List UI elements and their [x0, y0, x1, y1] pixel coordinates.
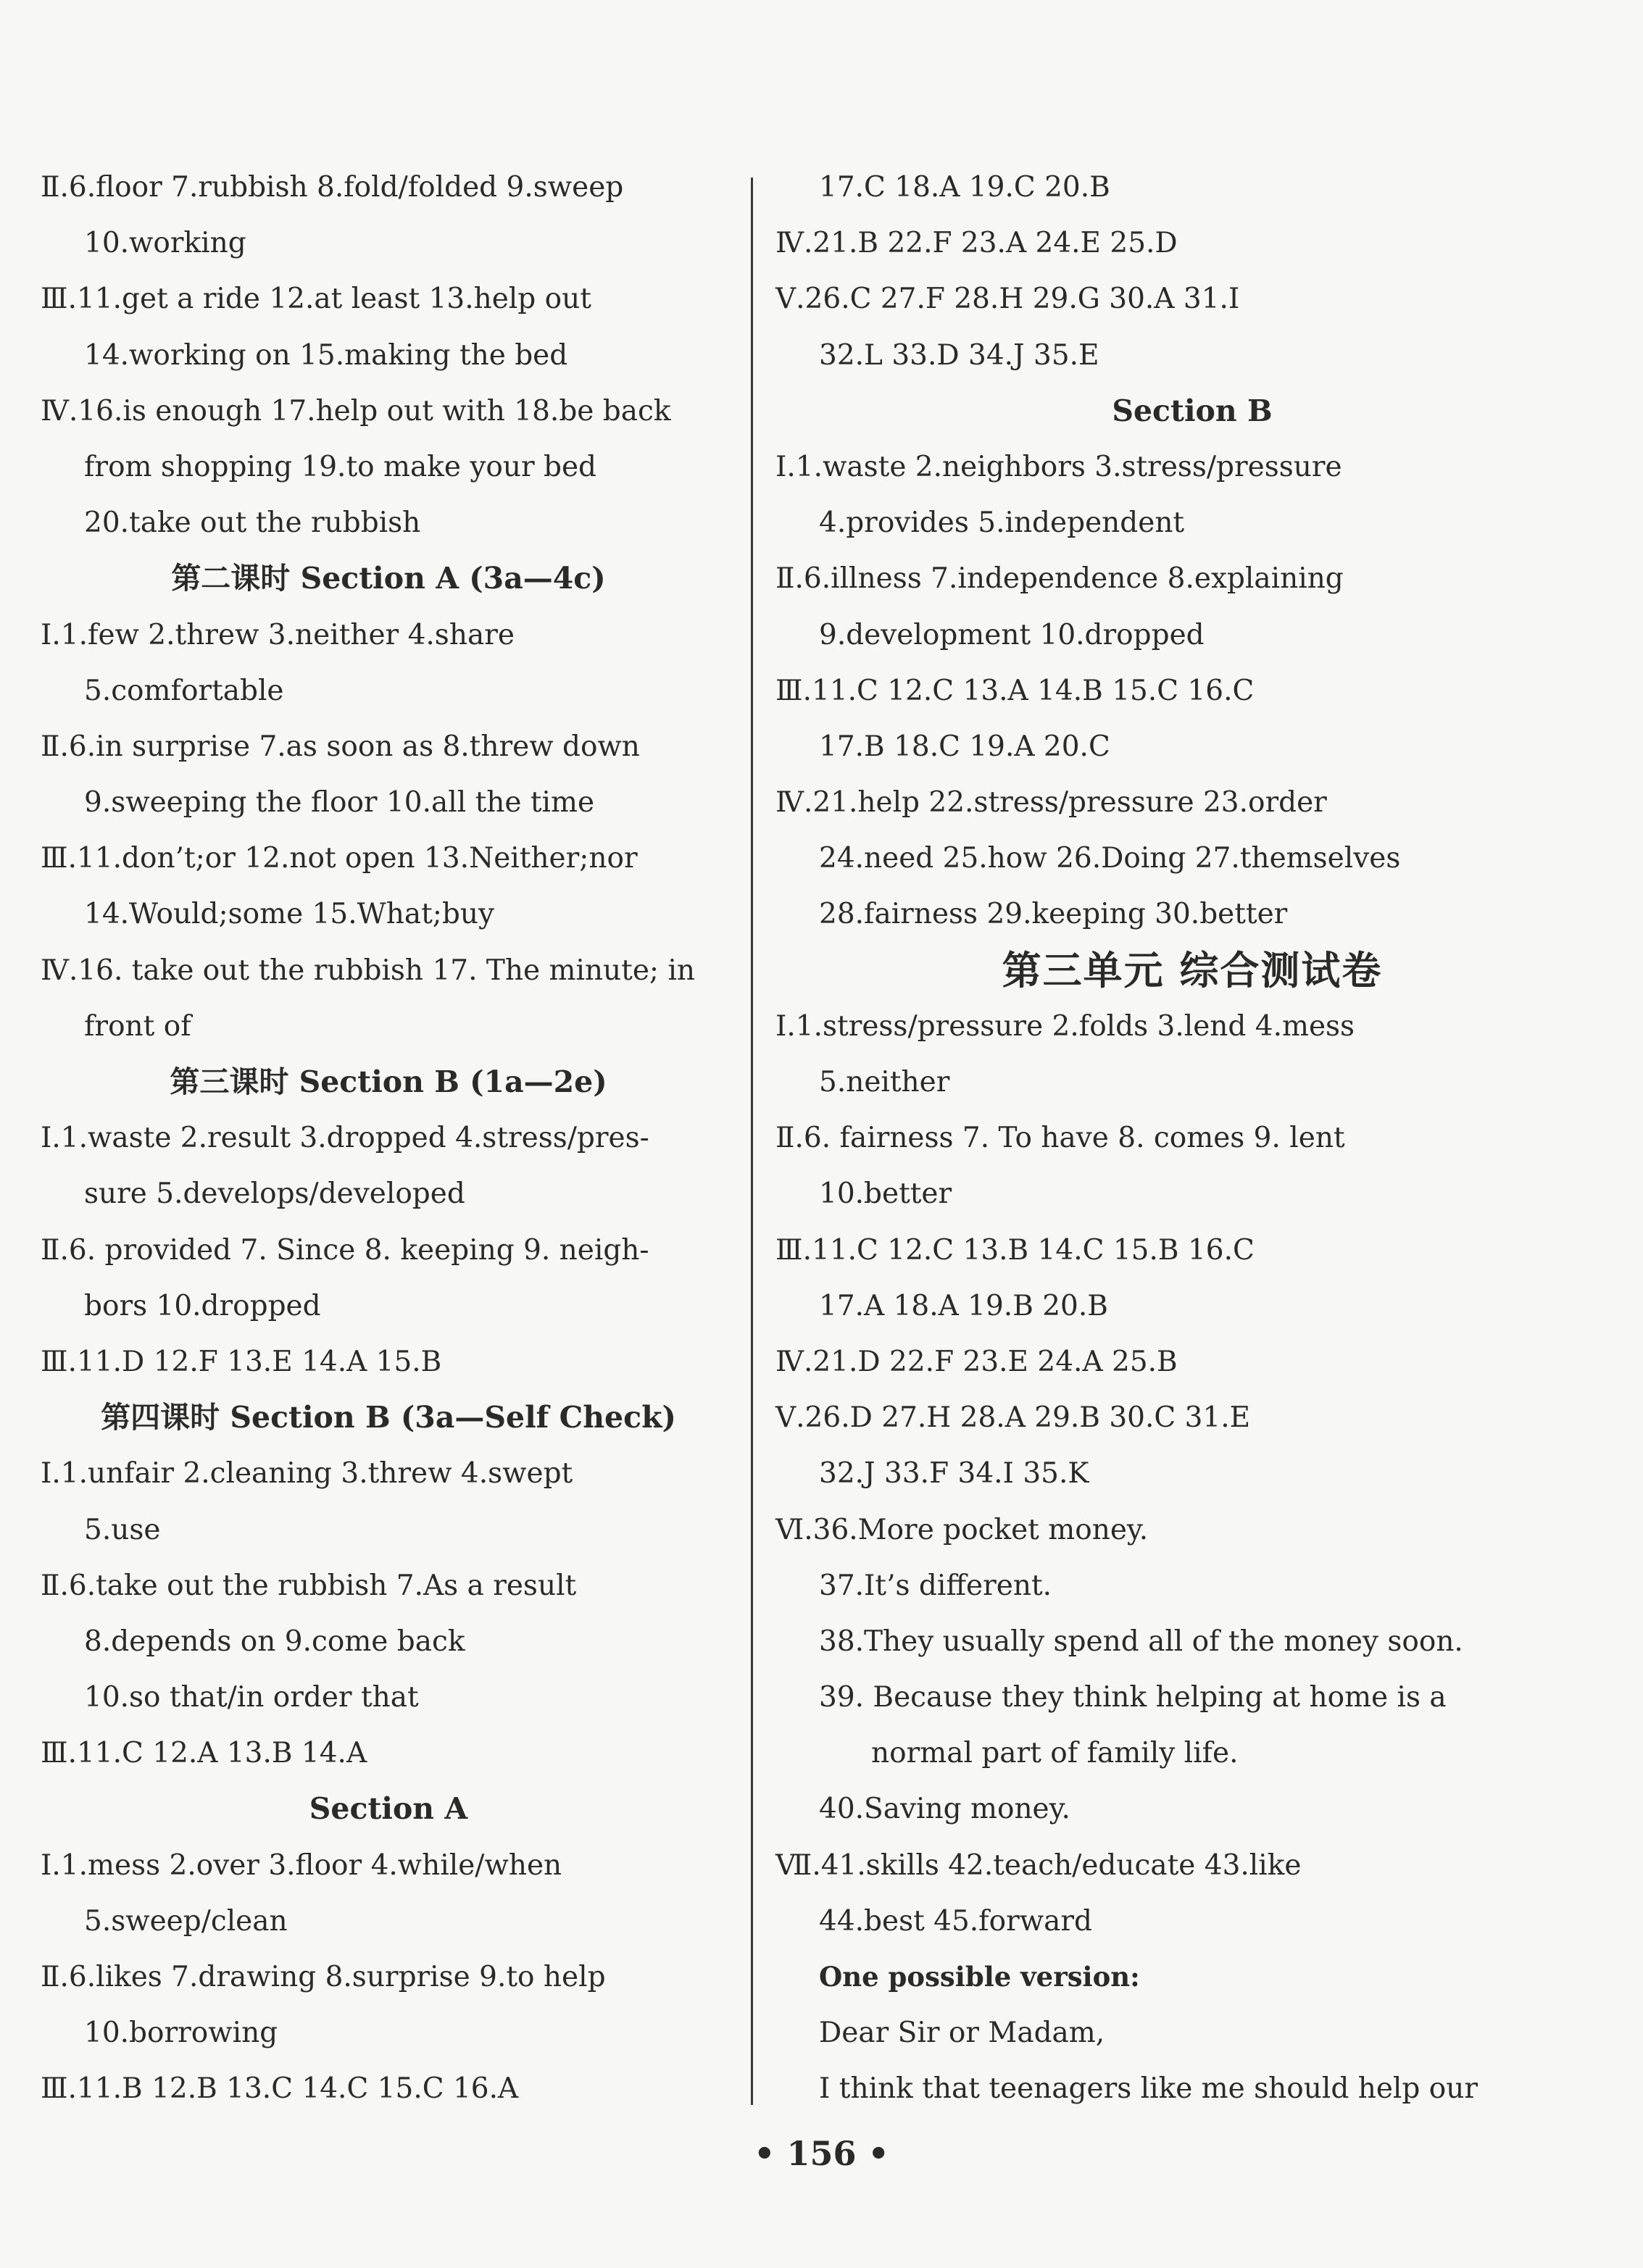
answer-line: 5.sweep/clean: [84, 1904, 288, 1938]
answer-line: Ⅲ.11.get a ride 12.at least 13.help out: [41, 283, 591, 316]
answer-line: 5.comfortable: [84, 674, 284, 707]
answer-line: Ⅳ.16.is enough 17.help out with 18.be back: [41, 394, 671, 428]
answer-line: One possible version:: [819, 1961, 1140, 1993]
section-heading: 第二课时 Section A (3a—4c): [171, 561, 606, 596]
answer-line: 39. Because they think helping at home is a: [819, 1681, 1447, 1714]
answer-line: 32.L 33.D 34.J 35.E: [819, 338, 1099, 372]
answer-line: Ⅰ.1.waste 2.result 3.dropped 4.stress/pres-: [41, 1122, 649, 1155]
answer-line: Ⅲ.11.don’t;or 12.not open 13.Neither;nor: [41, 842, 638, 875]
answer-line: Ⅳ.16. take out the rubbish 17. The minute; in: [41, 954, 696, 987]
answer-line: Ⅵ.36.More pocket money.: [775, 1513, 1149, 1546]
answer-line: 5.use: [84, 1513, 161, 1546]
answer-line: normal part of family life.: [871, 1737, 1239, 1770]
section-heading: Section B: [1112, 393, 1273, 428]
answer-line: 4.provides 5.independent: [819, 506, 1185, 540]
answer-line: 24.need 25.how 26.Doing 27.themselves: [819, 842, 1401, 875]
section-heading: 第三单元 综合测试卷: [1002, 947, 1383, 993]
answer-line: I think that teenagers like me should help our: [819, 2072, 1478, 2106]
answer-line: 9.development 10.dropped: [819, 618, 1205, 651]
answer-line: 37.It’s different.: [819, 1569, 1052, 1602]
answer-line: 10.so that/in order that: [84, 1681, 419, 1714]
answer-line: 8.depends on 9.come back: [84, 1625, 465, 1658]
answer-line: Ⅰ.1.waste 2.neighbors 3.stress/pressure: [775, 450, 1342, 483]
answer-line: Ⅳ.21.help 22.stress/pressure 23.order: [775, 786, 1327, 820]
page-number: • 156 •: [754, 2134, 889, 2173]
answer-line: Ⅱ.6. fairness 7. To have 8. comes 9. lent: [775, 1122, 1345, 1155]
answer-line: Ⅱ.6.likes 7.drawing 8.surprise 9.to help: [41, 1961, 606, 1993]
answer-line: Ⅲ.11.C 12.A 13.B 14.A: [41, 1737, 367, 1770]
answer-line: 38.They usually spend all of the money soon.: [819, 1625, 1463, 1658]
answer-line: 9.sweeping the floor 10.all the time: [84, 786, 595, 820]
column-divider: [751, 178, 753, 2105]
answer-line: front of: [84, 1009, 191, 1043]
answer-line: 40.Saving money.: [819, 1793, 1070, 1826]
section-heading: 第三课时 Section B (1a—2e): [170, 1064, 607, 1099]
answer-line: Ⅴ.26.D 27.H 28.A 29.B 30.C 31.E: [775, 1401, 1251, 1435]
answer-line: Ⅱ.6. provided 7. Since 8. keeping 9. neigh-: [41, 1233, 649, 1267]
answer-line: Ⅰ.1.few 2.threw 3.neither 4.share: [41, 618, 515, 651]
answer-line: 10.working: [84, 227, 246, 260]
answer-line: Dear Sir or Madam,: [819, 2017, 1105, 2050]
answer-line: Ⅴ.26.C 27.F 28.H 29.G 30.A 31.I: [775, 283, 1240, 316]
answer-line: Ⅰ.1.stress/pressure 2.folds 3.lend 4.mess: [775, 1009, 1355, 1043]
answer-line: Ⅲ.11.C 12.C 13.B 14.C 15.B 16.C: [775, 1233, 1255, 1267]
answer-line: 32.J 33.F 34.I 35.K: [819, 1457, 1089, 1491]
answer-line: 20.take out the rubbish: [84, 506, 421, 540]
answer-line: 17.B 18.C 19.A 20.C: [819, 730, 1110, 763]
answer-line: 44.best 45.forward: [819, 1904, 1092, 1938]
answer-line: bors 10.dropped: [84, 1289, 321, 1322]
answer-line: 10.borrowing: [84, 2017, 278, 2050]
answer-line: Ⅲ.11.D 12.F 13.E 14.A 15.B: [41, 1345, 442, 1378]
answer-line: from shopping 19.to make your bed: [84, 450, 597, 483]
answer-line: Ⅶ.41.skills 42.teach/educate 43.like: [775, 1848, 1302, 1882]
section-heading: 第四课时 Section B (3a—Self Check): [101, 1400, 676, 1435]
answer-line: 17.C 18.A 19.C 20.B: [819, 171, 1110, 204]
answer-line: 14.Would;some 15.What;buy: [84, 898, 494, 931]
answer-line: 14.working on 15.making the bed: [84, 338, 568, 372]
answer-line: 28.fairness 29.keeping 30.better: [819, 898, 1288, 931]
right-column: [775, 159, 1609, 2117]
answer-line: Ⅲ.11.B 12.B 13.C 14.C 15.C 16.A: [41, 2072, 519, 2106]
section-heading: Section A: [309, 1791, 468, 1827]
answer-line: 5.neither: [819, 1066, 950, 1098]
left-column: [41, 159, 736, 2117]
answer-line: 17.A 18.A 19.B 20.B: [819, 1289, 1108, 1322]
answer-line: sure 5.develops/developed: [84, 1177, 465, 1211]
answer-line: Ⅱ.6.illness 7.independence 8.explaining: [775, 562, 1344, 596]
answer-line: Ⅱ.6.floor 7.rubbish 8.fold/folded 9.sweep: [41, 171, 624, 204]
answer-line: Ⅳ.21.D 22.F 23.E 24.A 25.B: [775, 1345, 1178, 1378]
answer-line: Ⅱ.6.in surprise 7.as soon as 8.threw down: [41, 730, 640, 763]
answer-line: Ⅰ.1.mess 2.over 3.floor 4.while/when: [41, 1848, 562, 1882]
answer-line: 10.better: [819, 1177, 952, 1211]
answer-line: Ⅲ.11.C 12.C 13.A 14.B 15.C 16.C: [775, 674, 1255, 707]
answer-line: Ⅱ.6.take out the rubbish 7.As a result: [41, 1569, 577, 1602]
answer-line: Ⅳ.21.B 22.F 23.A 24.E 25.D: [775, 227, 1178, 260]
answer-line: Ⅰ.1.unfair 2.cleaning 3.threw 4.swept: [41, 1457, 573, 1491]
